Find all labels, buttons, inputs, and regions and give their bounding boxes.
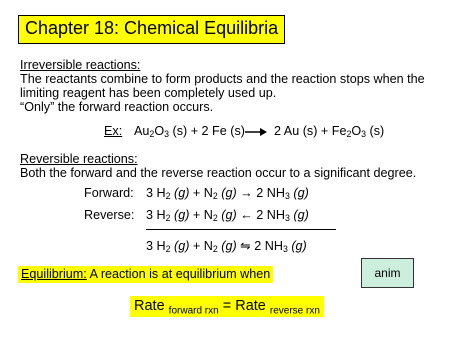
irreversible-line-2: limiting reagent has been completely used up. [20, 86, 277, 100]
equilibrium-equation: 3 $H_2$ $(g) + N_2$ (g) ⇋ 2 $NH_3$ (g) [146, 239, 307, 255]
rate-equation [130, 296, 324, 317]
anim-button-label: anim [374, 266, 401, 280]
example-products: 2 Au $(s) + Fe_2O_3$ (s) [274, 124, 385, 140]
irreversible-heading: Irreversible reactions: [20, 58, 141, 72]
equilibrium-definition [18, 266, 273, 283]
example-reactants: $Au_2O_3$ (s) + 2 Fe (s) [134, 124, 245, 140]
rate-forward-sub: forward rxn [168, 305, 219, 317]
forward-label: Forward: [84, 186, 134, 200]
reverse-equation: 3 $H_2$ $(g) + N_2$ (g) ← 2 $NH_3$ (g) [146, 208, 309, 224]
sum-rule [146, 229, 336, 230]
rate-word-reverse: Rate [235, 298, 266, 314]
example-label: Ex: [104, 124, 123, 138]
reversible-heading: Reversible reactions: [20, 152, 138, 166]
equilibrium-term: Equilibrium: [21, 267, 87, 281]
forward-equation: 3 $H_2$ $(g) + N_2$ (g) → 2 $NH_3$ (g) [146, 186, 309, 202]
anim-button[interactable] [361, 258, 414, 288]
rate-equals: = [222, 298, 232, 314]
right-arrow-icon [244, 124, 268, 138]
irreversible-line-3: “Only” the forward reaction occurs. [20, 100, 214, 114]
irreversible-line-1: The reactants combine to form products and the reaction stops when the [20, 72, 425, 86]
reversible-line-1: Both the forward and the reverse reaction occur to a significant degree. [20, 166, 417, 180]
slide-title: Chapter 18: Chemical Equilibria [18, 15, 285, 44]
reverse-label: Reverse: [84, 208, 135, 222]
rate-word-forward: Rate [134, 298, 165, 314]
rate-reverse-sub: reverse rxn [269, 305, 320, 317]
equilibrium-text: A reaction is at equilibrium when [89, 267, 271, 281]
